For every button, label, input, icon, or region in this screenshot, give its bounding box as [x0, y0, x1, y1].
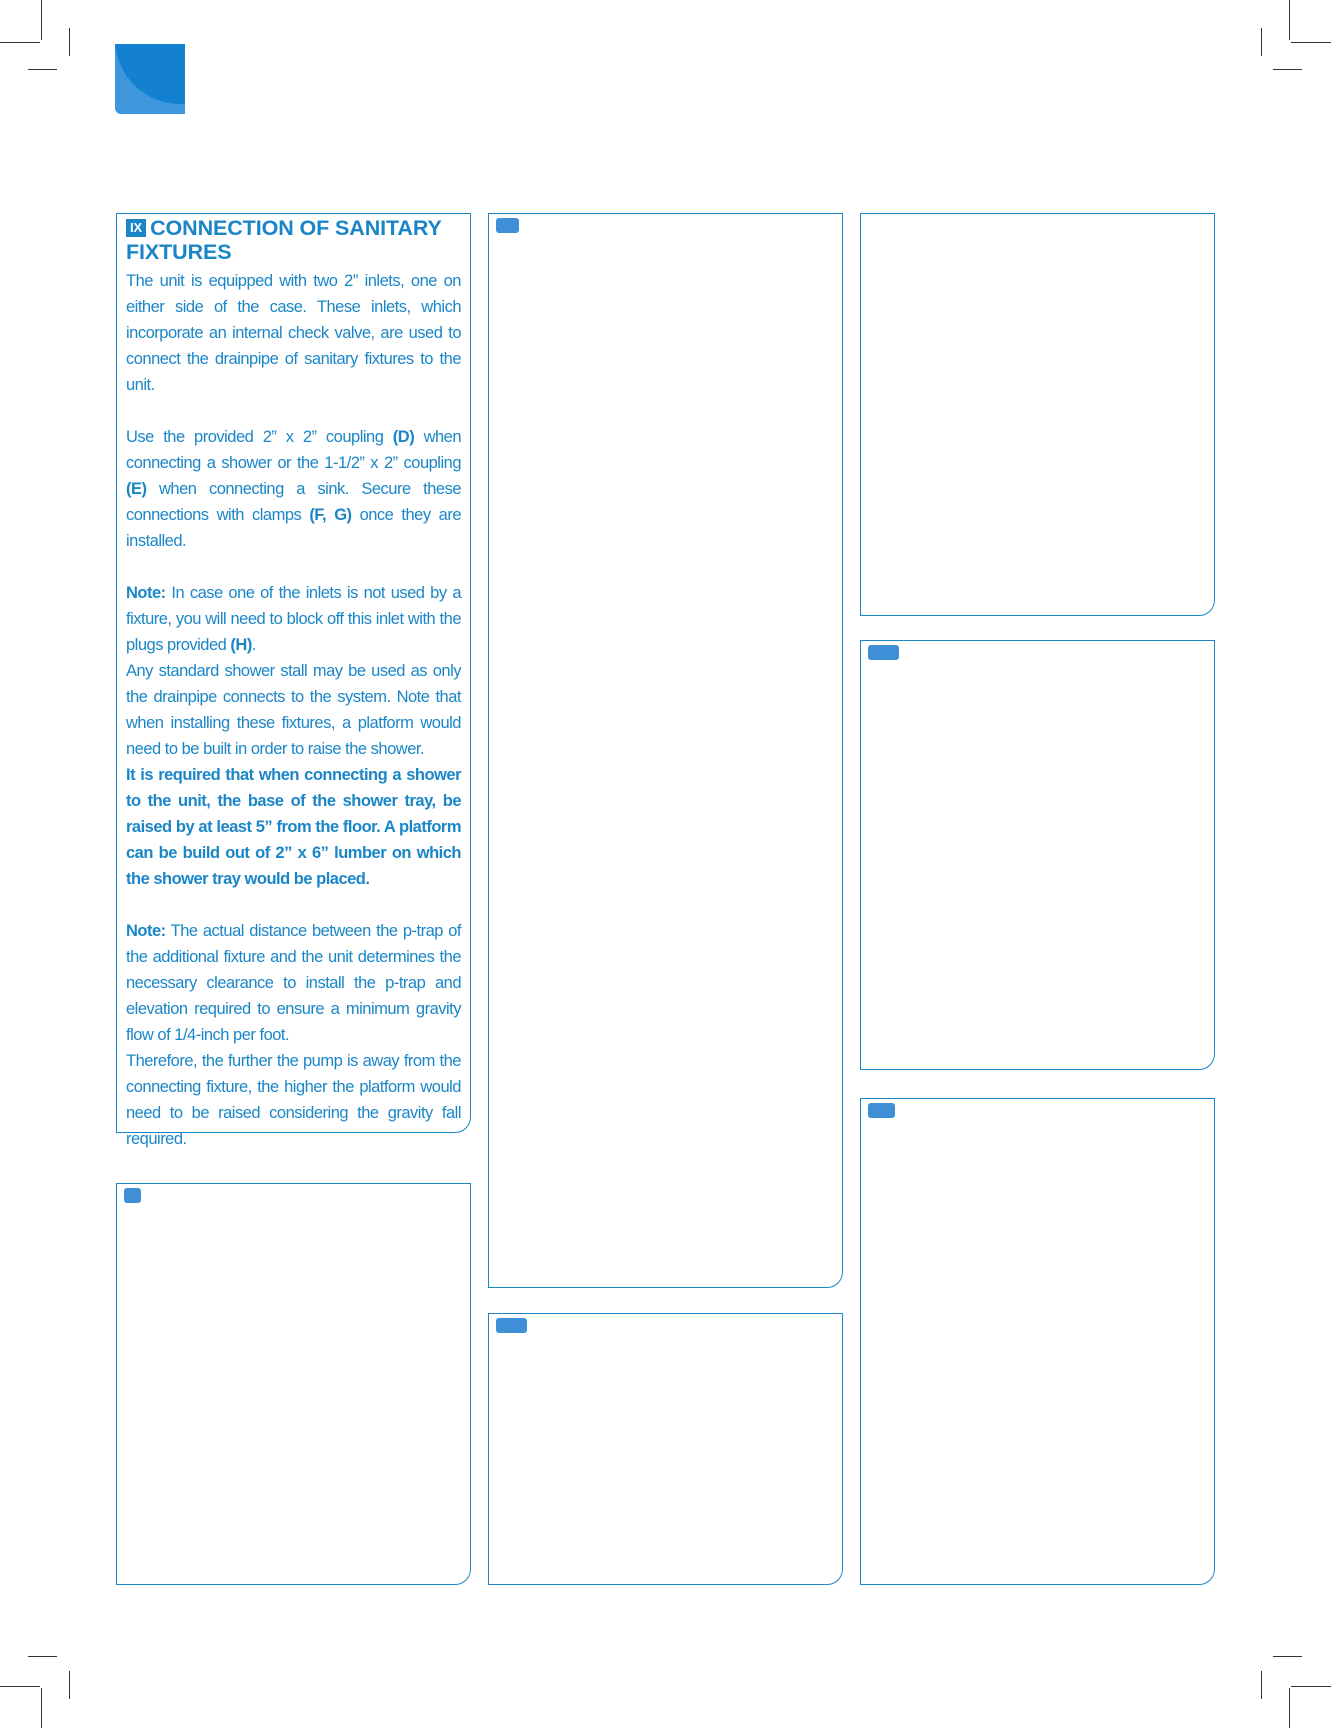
crop-mark: [69, 28, 70, 56]
paragraph-text: Use the provided 2” x 2” coupling: [126, 428, 393, 446]
section-title: [126, 216, 461, 264]
figure-panel: [860, 640, 1215, 1070]
crop-mark: [41, 1688, 42, 1728]
figure-label-tag: [124, 1188, 141, 1203]
crop-mark: [69, 1671, 70, 1699]
section-number-badge: IX: [126, 219, 146, 237]
note-paragraph: [126, 580, 461, 658]
figure-panel: [488, 1313, 843, 1585]
emphasis-paragraph: [126, 762, 461, 892]
crop-mark: [1273, 69, 1302, 70]
crop-mark: [1261, 1671, 1262, 1699]
crop-mark: [1291, 1686, 1331, 1687]
crop-mark: [1289, 1688, 1290, 1728]
crop-mark: [1291, 42, 1331, 43]
paragraph-text: when connecting a shower or the 1-1/2” x 2” coupling: [126, 428, 462, 472]
paragraph-text: Any standard shower stall may be used as only the drainpipe connects to the system. Note that when installing these fixtures, a platform would need to be built in order to raise the shower.: [126, 662, 461, 758]
paragraph-text: The unit is equipped with two 2” inlets, one on either side of the case. These inlets, which incorporate an internal check valve, are used to connect the drainpipe of sanitary fixtures to the unit.: [126, 272, 461, 394]
crop-mark: [1289, 0, 1290, 40]
crop-mark: [28, 1656, 57, 1657]
crop-mark: [28, 69, 57, 70]
figure-label-tag: [868, 1103, 895, 1118]
paragraph-text: when connecting a sink. Secure these connections with clamps: [126, 480, 461, 524]
paragraph-text: .: [251, 636, 256, 654]
note-label: Note:: [126, 584, 166, 602]
figure-panel: [860, 213, 1215, 616]
text-panel-sanitary-fixtures: [116, 213, 471, 1148]
note-paragraph: [126, 918, 461, 1048]
figure-panel: [488, 213, 843, 1288]
note-label: Note:: [126, 922, 166, 940]
crop-mark: [1273, 1656, 1302, 1657]
page-corner-tab: [115, 44, 185, 114]
part-reference: (H): [230, 636, 252, 654]
paragraph: [126, 1048, 461, 1152]
paragraph: [126, 424, 461, 554]
figure-panel: [116, 1183, 471, 1585]
part-reference: (F, G): [309, 506, 352, 524]
figure-label-tag: [496, 218, 519, 233]
paragraph-text: It is required that when connecting a shower to the unit, the base of the shower tray, be raised by at least 5” from the floor. A platform can be build out of 2” x 6” lumber on which the shower tray would be placed.: [126, 766, 461, 888]
crop-mark: [41, 0, 42, 40]
paragraph-text: In case one of the inlets is not used by a fixture, you will need to block off this inlet with the plugs provided: [126, 584, 461, 654]
paragraph-text: Therefore, the further the pump is away from the connecting fixture, the higher the platform would need to be raised considering the gravity fall required.: [126, 1052, 461, 1148]
paragraph-text: once they are installed.: [126, 506, 461, 550]
crop-mark: [0, 42, 40, 43]
crop-mark: [1261, 28, 1262, 56]
figure-label-tag: [496, 1318, 527, 1333]
figure-label-tag: [868, 645, 899, 660]
paragraph-text: The actual distance between the p-trap of the additional fixture and the unit determines the necessary clearance to install the p-trap and elevation required to ensure a minimum gravity flow of 1/4-inch per foot.: [126, 922, 461, 1044]
figure-panel: [860, 1098, 1215, 1585]
crop-mark: [0, 1686, 40, 1687]
section-title-text: CONNECTION OF SANITARY FIXTURES: [126, 216, 442, 264]
part-reference: (E): [126, 480, 147, 498]
part-reference: (D): [392, 428, 415, 446]
paragraph: [126, 268, 461, 398]
paragraph: [126, 658, 461, 762]
section-body: [126, 268, 461, 1152]
